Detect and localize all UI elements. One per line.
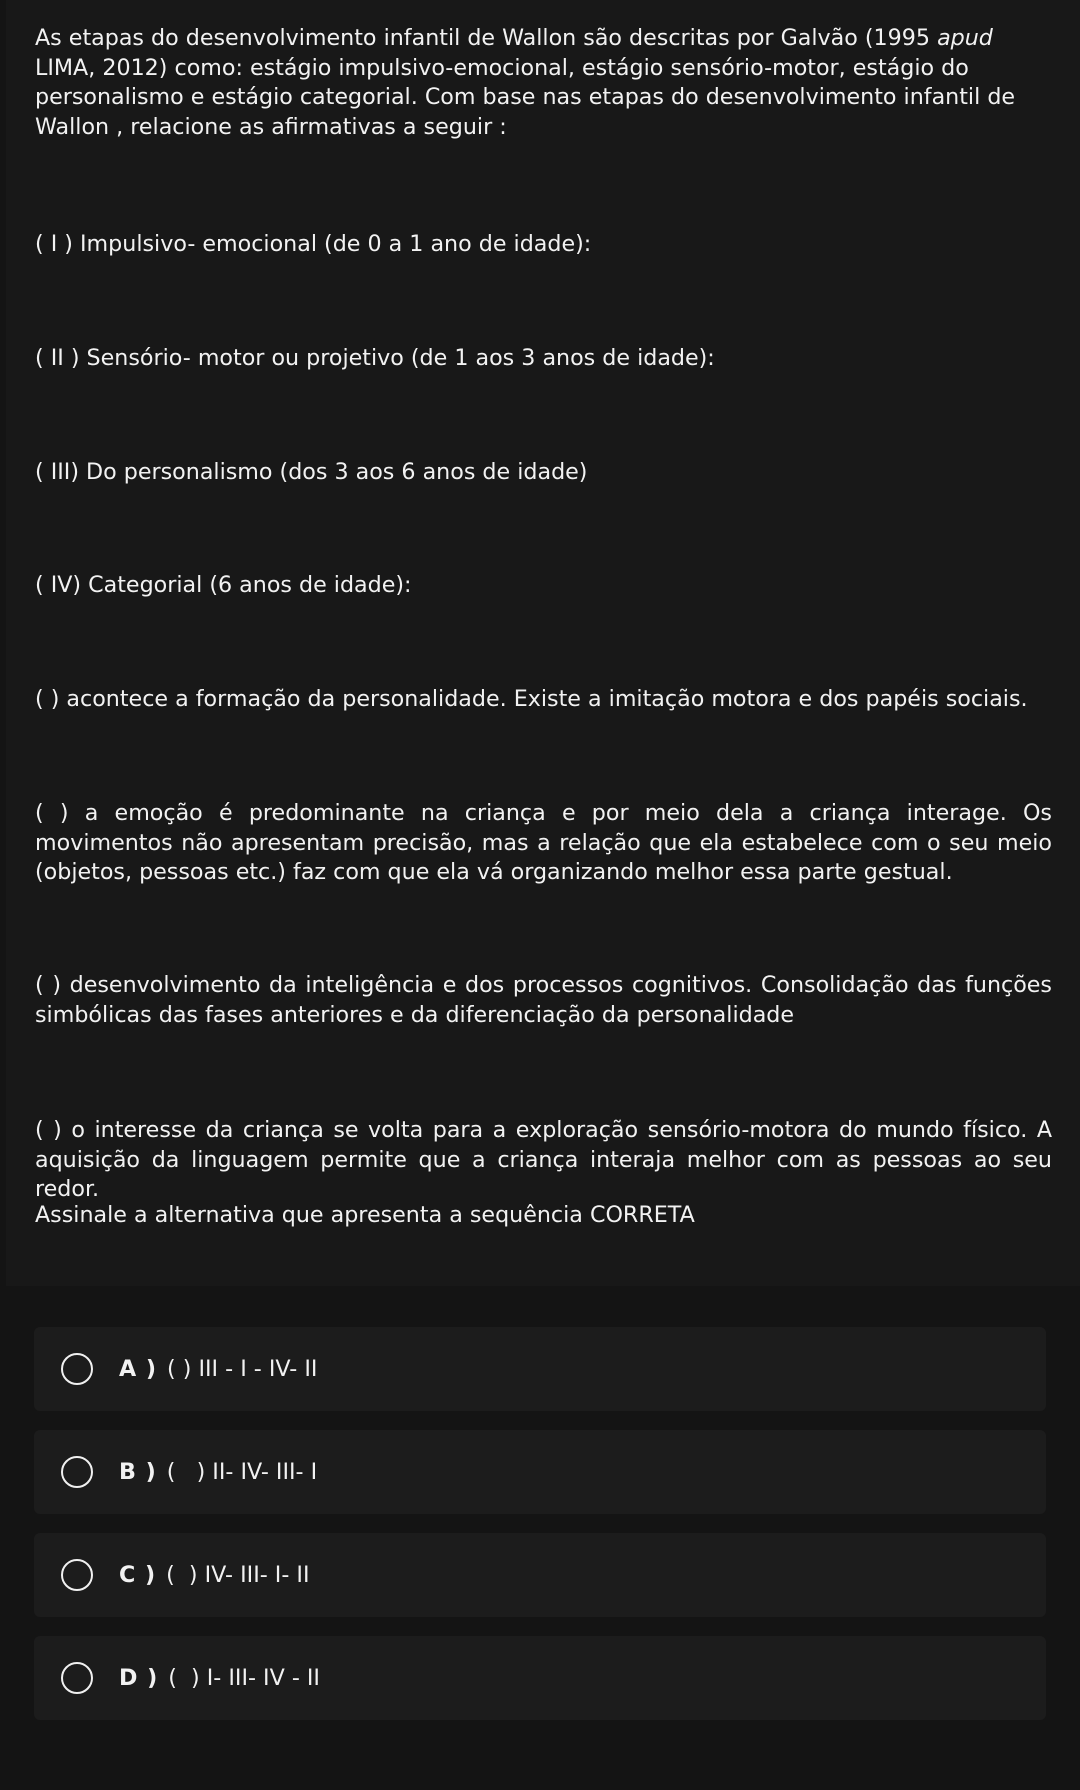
statement-4: ( ) o interesse da criança se volta para a exploração sensório-motora do mundo físico. A aquisição da linguagem permite que a criança interaja melhor com as pessoas ao seu redor.: [35, 1117, 1052, 1202]
option-letter: C ): [119, 1562, 157, 1588]
question-prompt: Assinale a alternativa que apresenta a sequência CORRETA: [35, 1202, 695, 1228]
option-text: ( ) I- III- IV - II: [168, 1665, 320, 1691]
radio-circle-icon[interactable]: [61, 1662, 93, 1694]
statement-3: ( ) desenvolvimento da inteligência e dos processos cognitivos. Consolidação das funções simbólicas das fases anteriores e da diferenciação da personalidade: [35, 972, 1052, 1028]
option-letter: D ): [119, 1665, 159, 1691]
option-text: ( ) III - I - IV- II: [167, 1356, 318, 1382]
option-text: ( ) II- IV- III- I: [166, 1459, 318, 1485]
stage-item-3: ( III) Do personalismo (dos 3 aos 6 anos de idade): [35, 459, 588, 485]
radio-circle-icon[interactable]: [61, 1559, 93, 1591]
option-text: ( ) IV- III- I- II: [166, 1562, 310, 1588]
stage-item-1: ( I ) Impulsivo- emocional (de 0 a 1 ano de idade):: [35, 231, 592, 257]
intro-text-end: LIMA, 2012) como: estágio impulsivo-emocional, estágio sensório-motor, estágio do personalismo e estágio categorial. Com base nas etapas do desenvolvimento infantil de Wallon , relacione as afirmativas a seguir :: [35, 54, 1016, 140]
option-d[interactable]: [34, 1636, 1046, 1720]
question-card: [6, 0, 1080, 1286]
intro-italic-apud: apud: [937, 25, 993, 51]
intro-text-start: As etapas do desenvolvimento infantil de Wallon são descritas por Galvão (1995: [35, 25, 938, 51]
option-letter: B ): [119, 1459, 157, 1485]
stage-item-4: ( IV) Categorial (6 anos de idade):: [35, 572, 412, 598]
radio-circle-icon[interactable]: [61, 1353, 93, 1385]
option-a[interactable]: [34, 1327, 1046, 1411]
option-letter: A ): [119, 1356, 158, 1382]
radio-circle-icon[interactable]: [61, 1456, 93, 1488]
option-b[interactable]: [34, 1430, 1046, 1514]
answer-options: [34, 1327, 1046, 1739]
statement-1: ( ) acontece a formação da personalidade. Existe a imitação motora e dos papéis sociais.: [35, 686, 1028, 712]
statement-2: ( ) a emoção é predominante na criança e por meio dela a criança interage. Os movimentos não apresentam precisão, mas a relação que ela estabelece com o seu meio (objetos, pessoas etc.) faz com que ela vá organizando melhor essa parte gestual.: [35, 800, 1052, 885]
question-intro: [35, 24, 1052, 142]
stage-item-2: ( II ) Sensório- motor ou projetivo (de 1 aos 3 anos de idade):: [35, 345, 715, 371]
option-c[interactable]: [34, 1533, 1046, 1617]
